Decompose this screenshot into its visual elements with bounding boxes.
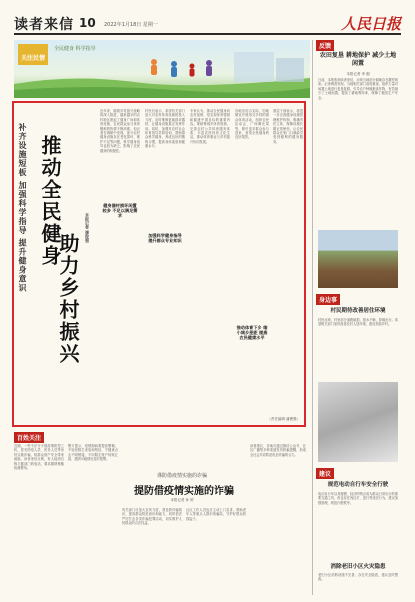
story2-photo xyxy=(318,382,398,462)
feature-subtitle: 补齐设施短板 加强科学指导 提升健身意识 xyxy=(18,123,28,293)
feature-footer-note: （责任编辑 潘俊强） xyxy=(267,417,300,421)
feature-column-3: 专家认为，推动全民健身向农村延伸，是实现体育强国和健康中国目标的重要内容。要统筹城乡体育资源，完善农村公共体育服务体系，丰富农民体育文化生活，推动体育事业与乡村振兴协同发展。 xyxy=(190,109,230,144)
bottom-byline: 本报记者 孙 婷 xyxy=(170,498,194,502)
masthead xyxy=(14,14,401,32)
dateline: 2022年1月18日 星期一 xyxy=(104,22,158,28)
right-column xyxy=(316,40,401,595)
banner-illustration xyxy=(14,40,310,98)
story2-body: 村民反映，村里部分道路破损，排水不畅，影响出行。希望相关部门加快改善农村人居环境，建设美丽乡村。 xyxy=(318,318,398,327)
feature-column-4: 各地应结合实际，因地制宜开展形式多样的群众体育活动，组织农民运动会、广场舞比赛等，吸引更多群众参与进来，营造全民健身的良好氛围。 xyxy=(235,109,269,140)
story3-title: 规范电动自行车安全行驶 xyxy=(327,482,389,488)
story1-photo xyxy=(318,230,398,288)
bottom-headline: 提防借疫情实施的诈骗 xyxy=(134,486,234,497)
banner-caption: 全民健身 科学指导 xyxy=(54,46,96,52)
feature-title-line1: 推动全民健身 xyxy=(38,135,62,267)
story3-body: 电动自行车以其便捷、经济的特点成为群众日常出行的重要交通工具，但也存在闯红灯、逆行等违法行为，建议加强管理，规范行驶秩序。 xyxy=(318,492,398,505)
section-title: 读者来信 xyxy=(14,17,74,33)
sub-head-1: 健身器材损坏闲置较多 不足以满足需求 xyxy=(102,203,138,219)
brand-logo: 人民日报 xyxy=(340,15,401,33)
story1-title: 农田复垦 耕地保护 减少土地闲置 xyxy=(319,52,397,67)
story1-body: 日前，本报收到读者来信，反映当地部分耕地存在撂荒现象。记者调查发现，当地相关部门高度重视，组织力量对闲置土地进行复垦复耕，引导农户种植粮食作物，有效减少了土地闲置，提高了耕地利用率，保障了粮食生产安全。 xyxy=(318,78,398,100)
feature-article-box xyxy=(12,101,306,427)
tag-local: 身边事 xyxy=(316,294,340,305)
feature-column-5: 基层干部表示，将进一步完善健身设施管理维护机制，明确责任主体，保障设施长期正常使用，让农民群众在家门口就能享受到便利的健身服务。 xyxy=(273,109,303,144)
tag-suggestion: 建议 xyxy=(316,468,334,479)
story1-byline: 本报记者 李 刚 xyxy=(346,72,370,76)
bottom-kicker: 谨防借疫情实施的诈骗 xyxy=(156,473,207,479)
tag-public-concern: 百姓关注 xyxy=(14,432,44,443)
runners-illustration xyxy=(14,40,310,98)
bottom-left-section xyxy=(14,432,308,595)
masthead-rule xyxy=(14,33,401,35)
bottom-column-1: 近期，一些不法分子借疫情防控之机，冒充防疫人员、医务人员等身份实施诈骗，给群众财产安全带来威胁。读者来信反映，有人接到自称卫健部门的电话，要求缴纳核酸检测费用。 xyxy=(14,444,64,471)
feature-column-2: 村民们表示，希望有关部门加大对农村体育设施的投入力度，及时维修更换损坏器材，让健身设施真正发挥作用。同时，加强对农村社会体育指导员的培训，帮助群众科学健身，养成良好的锻炼习惯，提高身体素质和健康水平。 xyxy=(145,109,185,149)
feature-title-line2: 助力乡村振兴 xyxy=(56,233,80,365)
feature-byline: 本报记者 潘俊强 xyxy=(85,213,90,243)
sub-head-3: 推动体育下乡 缩小城乡差距 提高农民健康水平 xyxy=(236,325,268,341)
feature-column-1: 近年来，随着乡村振兴战略的深入推进，越来越多的农村地区建起了健身广场和体育设施，农民群众参与体育锻炼的热情不断高涨。但记者在调研中发现，部分农村健身设施存在老化损坏、维护不足等问题，科学健身指导也较为缺乏，影响了农民健身的积极性。 xyxy=(100,109,140,153)
bottom-column-2: 警方提示，疫情期间要提高警惕，不轻信陌生来电和短信，不随意点击不明链接，不向陌生账户转账汇款，遇到可疑情况及时报警。 xyxy=(68,444,118,462)
story4-title: 消除老旧小区火灾隐患 xyxy=(330,564,386,570)
page-number: 10 xyxy=(79,16,96,30)
tag-feedback: 反馈 xyxy=(316,40,334,51)
story2-title: 村民期待改善居住环境 xyxy=(330,308,386,314)
story4-body: 老旧小区消防设施不完善，存在安全隐患，建议及时整改。 xyxy=(318,573,398,582)
bottom-column-4: 社区工作人员也应主动上门宣讲，帮助老年人等重点人群识别骗局，守护好群众的钱袋子。 xyxy=(186,508,246,521)
bottom-column-3: 有关部门应加大宣传力度，普及防诈骗知识，提高群众防范意识和能力，同时依法严厉打击各类诈骗犯罪活动，切实维护人民群众的合法权益。 xyxy=(122,508,182,526)
sub-head-2: 加强科学健身指导 提升群众专业知识 xyxy=(148,233,182,244)
bottom-column-5: 读者建议，各地可通过微信公众号、社区广播等多种渠道发布防骗提醒，形成全社会共同防范电信诈骗的合力。 xyxy=(250,444,306,457)
column-divider xyxy=(312,40,313,595)
banner-tag: 关注民情 xyxy=(18,44,48,65)
